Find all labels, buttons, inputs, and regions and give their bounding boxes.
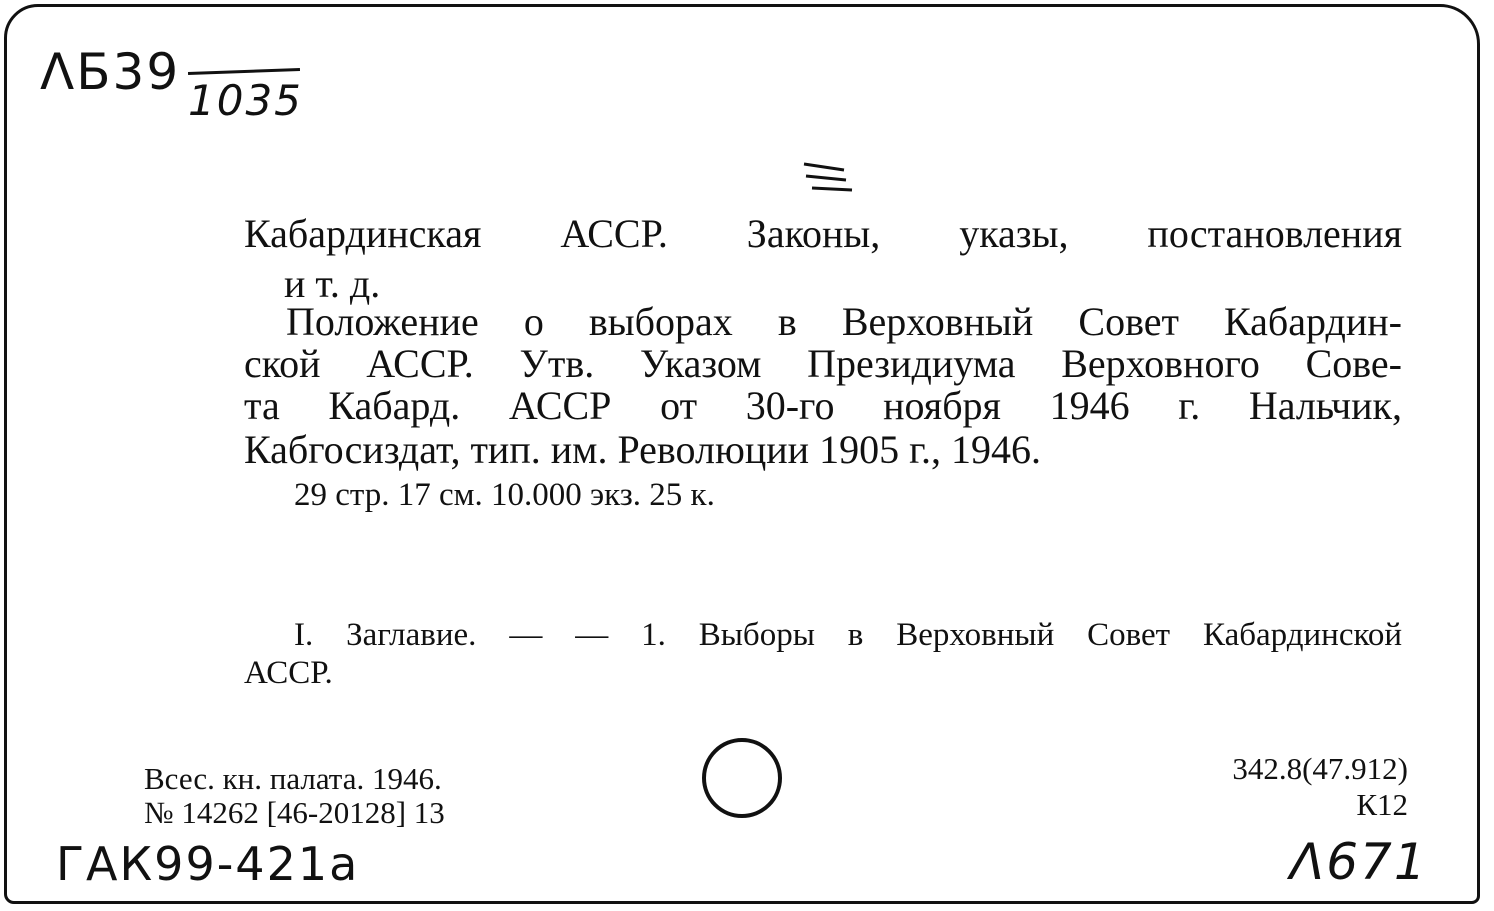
classification-number: 342.8(47.912) [1232,751,1408,786]
entry-heading-continuation: и т. д. [284,261,381,306]
handwritten-call-number-sub: 1035 [188,76,303,125]
handwritten-inventory-number: ГАК99-421а [56,837,360,891]
entry-heading: Кабардинская АССР. Законы, указы, постановления [244,211,1402,256]
entry-title-line-4: Кабгосиздат, тип. им. Революции 1905 г., 1946. [244,427,1041,472]
handwritten-bottom-mark: Λ671 [1290,833,1428,891]
book-chamber-line-2: № 14262 [46-20128] 13 [144,795,445,830]
book-chamber-line-1: Всес. кн. палата. 1946. [144,761,442,796]
collation-line: 29 стр. 17 см. 10.000 экз. 25 к. [294,477,715,513]
author-mark: К12 [1356,787,1408,822]
entry-title-line-3: та Кабард. АССР от 30-го ноября 1946 г. Нальчик, [244,383,1402,428]
ink-mark-icon [800,150,860,200]
handwritten-call-number: ΛБ39 [40,43,181,101]
punch-hole-icon [702,738,782,818]
entry-title-line-1: Положение о выборах в Верховный Совет Кабардин- [286,299,1402,344]
tracings-line-1: I. Заглавие. — — 1. Выборы в Верховный Совет Кабардинской [294,617,1402,653]
entry-title-line-2: ской АССР. Утв. Указом Президиума Верховного Сове- [244,341,1402,386]
tracings-line-2: АССР. [244,655,333,691]
